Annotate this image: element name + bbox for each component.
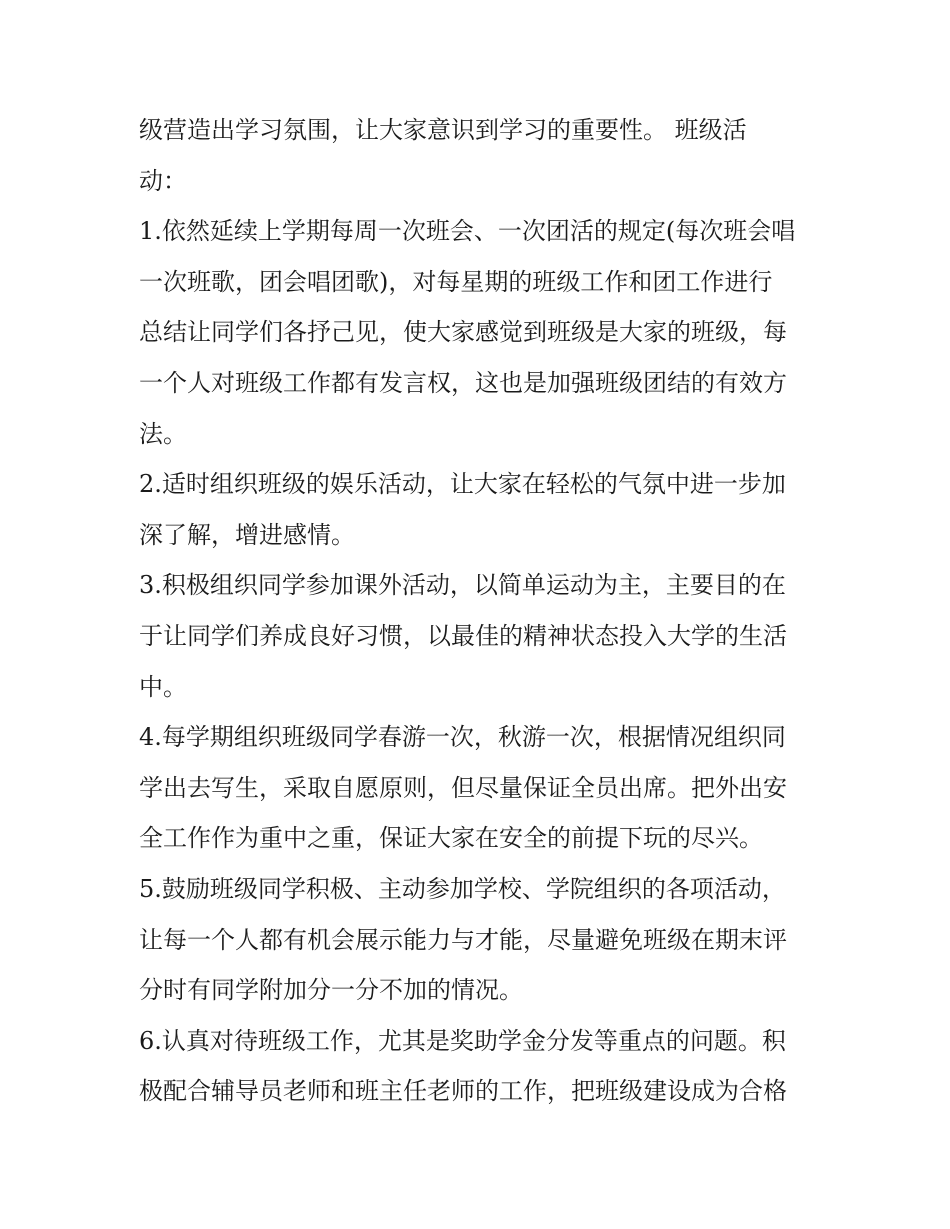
text-line: 深了解，增进感情。	[139, 520, 355, 549]
text-line: 让每一个人都有机会展示能力与才能，尽量避免班级在期末评	[139, 925, 787, 954]
text-line: 于让同学们养成良好习惯，以最佳的精神状态投入大学的生活	[139, 621, 787, 650]
text-line: 极配合辅导员老师和班主任老师的工作，把班级建设成为合格	[139, 1077, 787, 1106]
document-body	[139, 105, 819, 1117]
text-line: 2.适时组织班级的娱乐活动，让大家在轻松的气氛中进一步加	[139, 470, 786, 499]
text-line: 5.鼓励班级同学积极、主动参加学校、学院组织的各项活动，	[139, 874, 786, 903]
text-line: 4.每学期组织班级同学春游一次，秋游一次，根据情况组织同	[139, 723, 786, 752]
text-line: 法。	[139, 419, 187, 448]
text-line: 级营造出学习氛围，让大家意识到学习的重要性。 班级活	[139, 116, 747, 144]
text-line: 3.积极组织同学参加课外活动，以简单运动为主，主要目的在	[139, 571, 786, 600]
text-line: 一次班歌，团会唱团歌)，对每星期的班级工作和团工作进行	[139, 267, 773, 296]
text-line: 学出去写生，采取自愿原则，但尽量保证全员出席。把外出安	[139, 773, 787, 802]
text-line: 一个人对班级工作都有发言权，这也是加强班级团结的有效方	[139, 368, 787, 397]
text-line: 全工作作为重中之重，保证大家在安全的前提下玩的尽兴。	[139, 824, 763, 853]
text-line: 中。	[139, 672, 187, 701]
text-line: 分时有同学附加分一分不加的情况。	[139, 976, 523, 1005]
text-line: 动：	[139, 166, 187, 195]
text-line: 总结让同学们各抒己见，使大家感觉到班级是大家的班级，每	[139, 318, 787, 347]
text-line: 6.认真对待班级工作，尤其是奖助学金分发等重点的问题。积	[139, 1026, 786, 1055]
text-line: 1.依然延续上学期每周一次班会、一次团活的规定(每次班会唱	[139, 217, 796, 246]
